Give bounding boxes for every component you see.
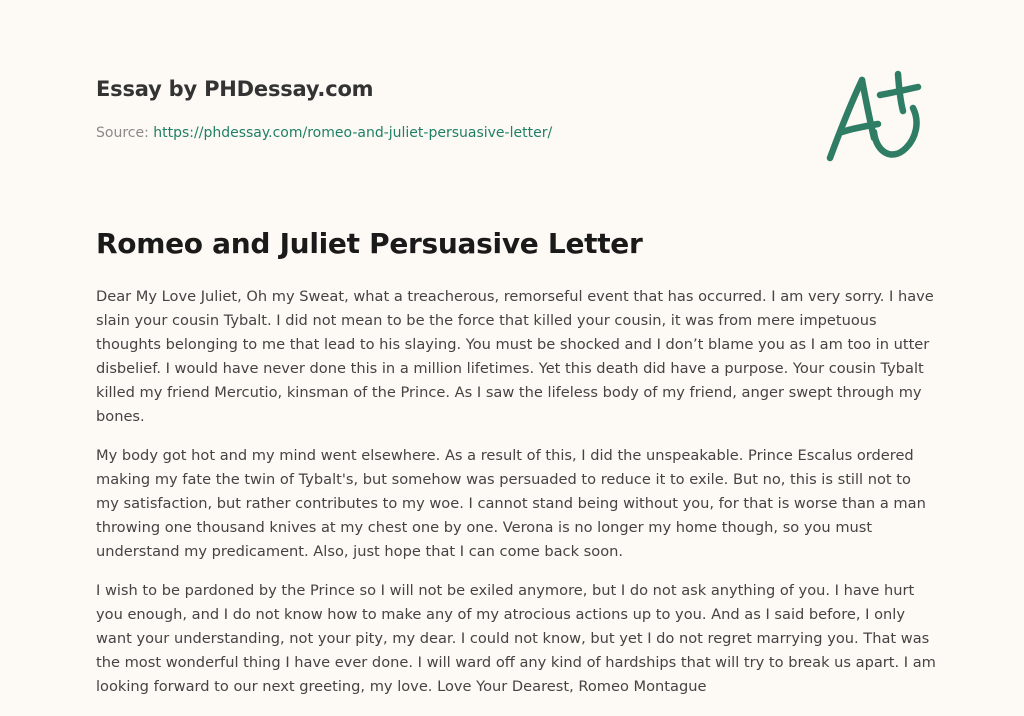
source-label: Source: [96, 125, 149, 141]
article-title: Romeo and Juliet Persuasive Letter [96, 227, 643, 260]
site-header [96, 74, 796, 142]
paragraph: I wish to be pardoned by the Prince so I will not be exiled anymore, but I do not ask anything of you. I have hurt you enough, and I do not know how to make any of my atrocious actions up to you. And as I said before, I only want your understanding, not your pity, my dear. I could not know, but yet I do not regret marrying you. That was the most wonderful thing I have ever done. I will ward off any kind of hardships that will try to break us apart. I am looking forward to our next greeting, my love. Love Your Dearest, Romeo Montague [96, 582, 936, 695]
a-plus-grade-icon [822, 66, 932, 166]
article-body [96, 285, 936, 714]
site-title: Essay by PHDessay.com [96, 77, 374, 101]
source-link[interactable]: https://phdessay.com/romeo-and-juliet-persuasive-letter/ [153, 125, 553, 141]
paragraph: My body got hot and my mind went elsewhere. As a result of this, I did the unspeakable. Prince Escalus ordered making my fate the twin of Tybalt's, but somehow was persuaded to reduce it to exile. But no, this is still not to my satisfaction, but rather contributes to my woe. I cannot stand being without you, for that is worse than a man throwing one thousand knives at my chest one by one. Verona is no longer my home though, so you must understand my predicament. Also, just hope that I can come back soon. [96, 447, 926, 560]
paragraph: Dear My Love Juliet, Oh my Sweat, what a treacherous, remorseful event that has occurred. I am very sorry. I have slain your cousin Tybalt. I did not mean to be the force that killed your cousin, it was from mere impetuous thoughts belonging to me that lead to his slaying. You must be shocked and I don’t blame you as I am too in utter disbelief. I would have never done this in a million lifetimes. Yet this death did have a purpose. Your cousin Tybalt killed my friend Mercutio, kinsman of the Prince. As I saw the lifeless body of my friend, anger swept through my bones. [96, 288, 934, 425]
source-line [96, 124, 796, 142]
